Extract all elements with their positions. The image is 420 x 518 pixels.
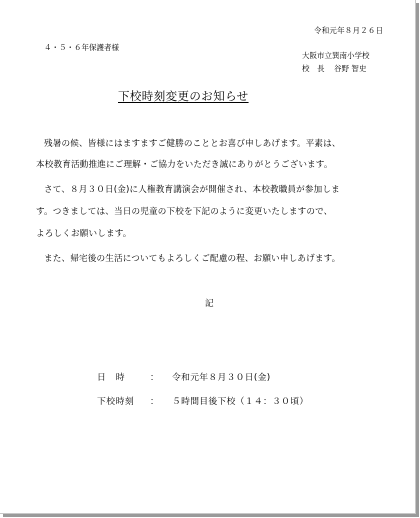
document-title: 下校時刻変更のお知らせ <box>118 89 249 103</box>
sender-title: 校 長 <box>302 64 325 73</box>
detail-date-value: 令和元年８月３０日(金) <box>172 373 271 383</box>
detail-time-label: 下校時刻 <box>97 397 135 407</box>
detail-time-value: ５時間目後下校（１４：３０頃） <box>172 397 309 407</box>
detail-row-time <box>97 394 308 407</box>
body-line-5: よろしくお願いします。 <box>36 229 132 239</box>
body-line-6: また、帰宅後の生活についてもよろしくご配慮の程、お願い申しあげます。 <box>44 254 341 264</box>
body-line-2: 本校教育活動推進にご理解・ご協力をいただき誠にありがとうございます。 <box>36 160 333 170</box>
body-line-4: す。つきましては、当日の児童の下校を下記のように変更いたしますので、 <box>36 207 333 217</box>
detail-date-label: 日時 <box>97 373 135 383</box>
ki-heading: 記 <box>205 299 214 309</box>
detail-row-date <box>97 370 270 383</box>
sender-school: 大阪市立巽南小学校 <box>302 51 370 60</box>
document-date: 令和元年８月２６日 <box>314 26 384 35</box>
recipient-line: ４・５・６年保護者様 <box>44 43 119 52</box>
sender-principal <box>302 63 366 74</box>
detail-date-colon: ： <box>150 373 159 383</box>
sender-name: 谷野 智史 <box>334 64 367 73</box>
body-line-1: 残暑の候、皆様にはますますご健勝のこととお喜び申しあげます。平素は、 <box>44 139 341 149</box>
body-line-3: さて、８月３０日(金)に人権教育講演会が開催され、本校教職員が参加しま <box>44 185 340 195</box>
detail-time-colon: ： <box>150 397 159 407</box>
